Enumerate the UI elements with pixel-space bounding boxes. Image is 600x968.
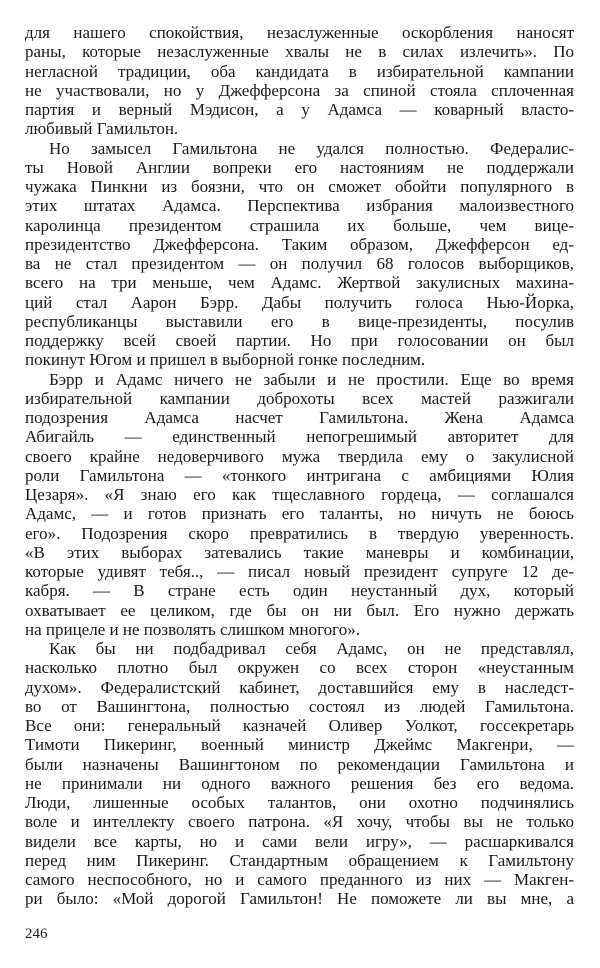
- text-line: президентство Джефферсона. Таким образом, Джефферсон ед-: [25, 234, 574, 254]
- text-line: ты Новой Англии вопреки его настояниям не поддержали: [25, 157, 574, 177]
- text-line: роли Гамильтона — «тонкого интригана с амбициями Юлия: [25, 465, 574, 485]
- page-number: 246: [25, 926, 48, 942]
- text-line: не принимали ни одного важного решения без его ведома.: [25, 773, 574, 793]
- text-line: этих штатах Адамса. Перспектива избрания малоизвестного: [25, 196, 574, 216]
- text-line: Люди, лишенные особых талантов, они охотно подчинялись: [25, 793, 574, 812]
- text-line: раны, которые незаслуженные хвалы не в силах излечить». По: [25, 42, 574, 62]
- text-line: его». Подозрения скоро превратились в твердую уверенность.: [25, 523, 574, 543]
- text-line: для нашего спокойствия, незаслуженные оскорбления наносят: [25, 23, 574, 42]
- text-line: Тимоти Пикеринг, военный министр Джеймс Макгенри, —: [25, 735, 574, 755]
- text-line: Адамс, — и готов признать его таланты, но ничуть не боюсь: [25, 504, 574, 524]
- text-line: самого неспособного, но и самого преданного из них — Макген-: [25, 870, 574, 889]
- text-line: поддержку всей своей партии. Но при голосовании он был: [25, 331, 574, 350]
- text-line: своего крайне недоверчивого мужа твердила ему о закулисной: [25, 446, 574, 466]
- text-line: охватывает ее целиком, где бы он ни был. Его нужно держать: [25, 600, 574, 620]
- text-line: ри было: «Мой дорогой Гамильтон! Не поможете ли вы мне, а: [25, 889, 574, 909]
- text-line: всего на три меньше, чем Адамс. Жертвой закулисных махина-: [25, 273, 574, 293]
- text-line: Все они: генеральный казначей Оливер Уолкот, госсекретарь: [25, 716, 574, 735]
- text-line: ций стал Аарон Бэрр. Дабы получить голоса Нью-Йорка,: [25, 292, 574, 312]
- text-line: на прицеле и не позволять слишком многого».: [25, 619, 360, 639]
- text-line: Как бы ни подбадривал себя Адамс, он не представлял,: [49, 639, 574, 658]
- text-line: негласной традиции, оба кандидата в избирательной кампании: [25, 61, 574, 81]
- text-line: были назначены Вашингтоном по рекомендации Гамильтона и: [25, 754, 574, 774]
- text-line: покинут Югом и пришел в выборной гонке последним.: [25, 350, 426, 370]
- text-line: любивый Гамильтон.: [25, 119, 179, 139]
- text-line: подозрения Адамса насчет Гамильтона. Жена Адамса: [25, 408, 574, 427]
- text-line: Но замысел Гамильтона не удался полностью. Федералис-: [49, 138, 574, 158]
- text-line: чужака Пинкни из боязни, что он сможет обойти популярного в: [25, 177, 574, 196]
- text-line: республиканцы выставили его в вице-президенты, посулив: [25, 311, 574, 331]
- text-line: Бэрр и Адамс ничего не забыли и не простили. Еще во время: [49, 369, 574, 389]
- text-line: каролинца президентом страшила их больше, чем вице-: [25, 215, 574, 235]
- text-line: Абигайль — единственный непогрешимый авторитет для: [25, 427, 574, 447]
- text-line: воле и интеллекту своего патрона. «Я хочу, чтобы вы не только: [25, 812, 574, 832]
- book-page-text: [25, 23, 574, 909]
- text-line: «В этих выборах затевались такие маневры и комбинации,: [25, 542, 574, 562]
- text-line: партия и верный Мэдисон, а у Адамса — коварный власто-: [25, 100, 574, 119]
- text-line: Цезаря». «Я знаю его как тщеславного гордеца, — соглашался: [25, 485, 574, 504]
- text-line: не участвовали, но у Джефферсона за спиной стояла сплоченная: [25, 80, 574, 100]
- text-line: видели все карты, но и сами вели игру», — расшаркивался: [25, 831, 574, 851]
- text-line: во от Вашингтона, полностью состоял из людей Гамильтона.: [25, 696, 574, 716]
- text-line: насколько плотно был окружен со всех сторон «неустанным: [25, 658, 574, 678]
- text-line: духом». Федералистский кабинет, доставшийся ему в наследст-: [25, 677, 574, 697]
- text-line: избирательной кампании доброхоты всех мастей разжигали: [25, 388, 574, 408]
- text-line: ва не стал президентом — он получил 68 голосов выборщиков,: [25, 254, 574, 273]
- text-line: которые удивят тебя.., — писал новый президент супруге 12 де-: [25, 562, 574, 581]
- text-line: перед ним Пикеринг. Стандартным обращением к Гамильтону: [25, 850, 574, 870]
- text-line: кабря. — В стране есть один неустанный дух, который: [25, 581, 574, 601]
